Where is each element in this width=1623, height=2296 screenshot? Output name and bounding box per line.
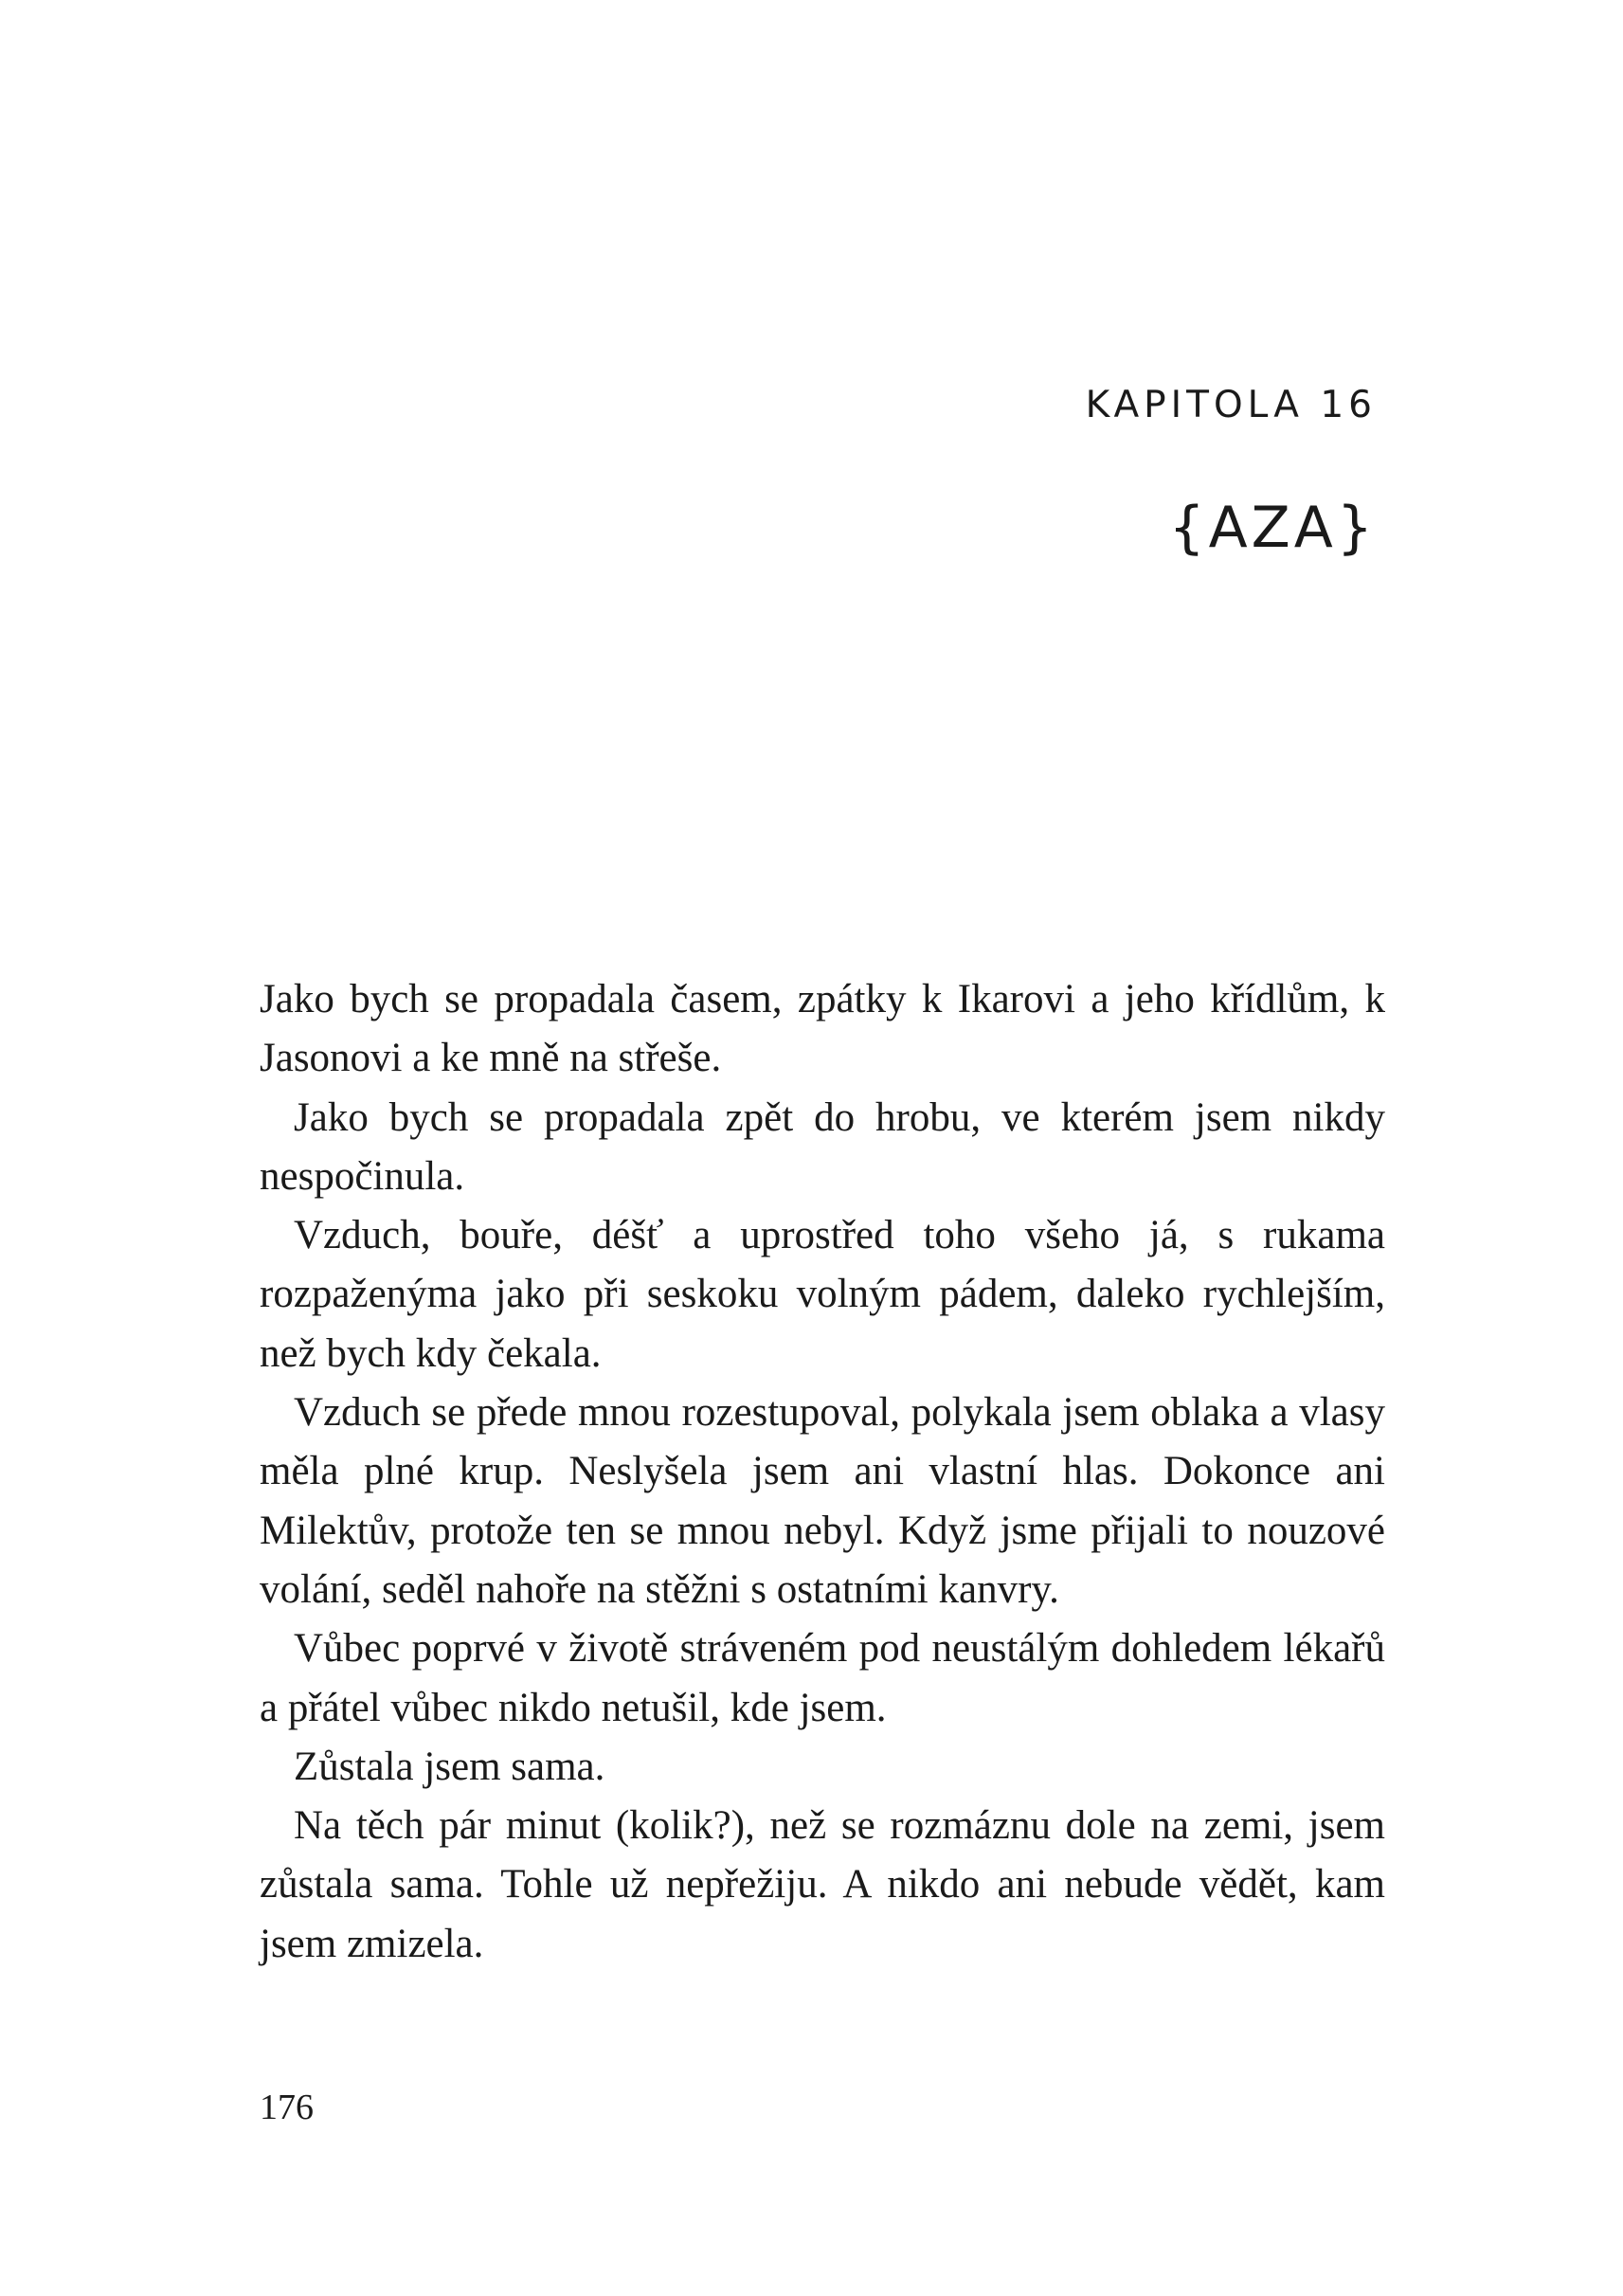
- paragraph: Vzduch se přede mnou rozestupoval, polykala jsem oblaka a vlasy měla plné krup. Neslyšela jsem ani vlastní hlas. Dokonce ani Milektův, protože ten se mnou nebyl. Když jsme přijali to nouzové volání, seděl nahoře na stěžni s ostatními kanvry.: [260, 1390, 1385, 1612]
- body-text: [260, 970, 1385, 1974]
- page-number: 176: [260, 2088, 314, 2127]
- paragraph: Vzduch, bouře, déšť a uprostřed toho všeho já, s rukama rozpaženýma jako při seskoku volným pádem, daleko rychlejším, než bych kdy čekala.: [260, 1213, 1385, 1376]
- paragraph: Na těch pár minut (kolik?), než se rozmáznu dole na zemi, jsem zůstala sama. Tohle už nepřežiju. A nikdo ani nebude vědět, kam jsem zmizela.: [260, 1803, 1385, 1966]
- chapter-number: KAPITOLA 16: [1085, 384, 1377, 426]
- chapter-title: {AZA}: [1168, 495, 1377, 561]
- paragraph: Zůstala jsem sama.: [294, 1744, 605, 1789]
- paragraph: Jako bych se propadala zpět do hrobu, ve kterém jsem nikdy nespočinula.: [260, 1094, 1385, 1199]
- paragraph: Jako bych se propadala časem, zpátky k Ikarovi a jeho křídlům, k Jasonovi a ke mně na střeše.: [260, 977, 1385, 1081]
- paragraph: Vůbec poprvé v životě stráveném pod neustálým dohledem lékařů a přátel vůbec nikdo netušil, kde jsem.: [260, 1626, 1385, 1730]
